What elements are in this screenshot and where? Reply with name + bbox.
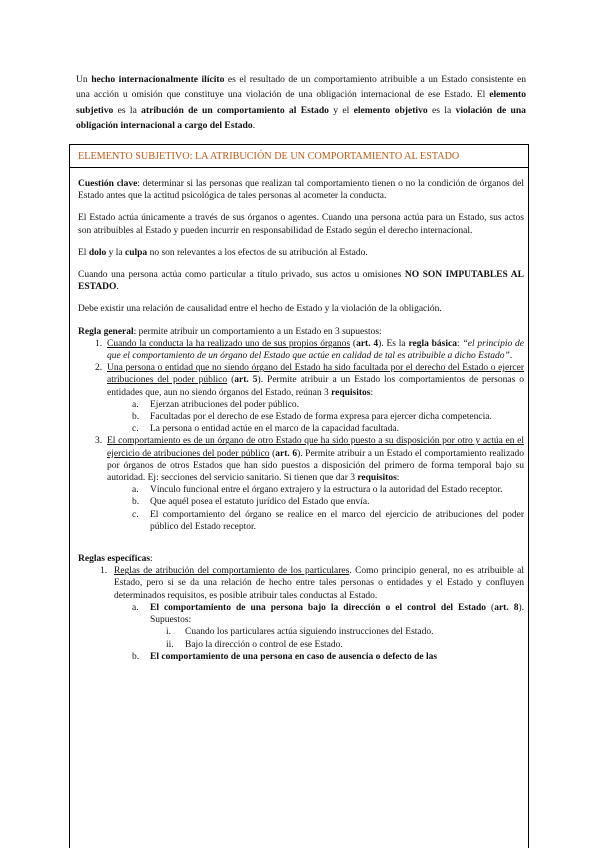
bold-text: regla básica <box>408 338 457 349</box>
specific-rules-label: Reglas específicas <box>78 554 151 565</box>
specific-rules-heading <box>78 553 524 565</box>
text: . Como principio general, no es atribuible al Estado, pero si se da una relación de hecho entre tales personas o entidades y el Estado y confluyen determinados requisitos, es posible atribuir tales conductas al Estado. <box>114 566 524 601</box>
key-question-text: : determinar si las personas que realizan tal comportamiento tienen o no la condición de órganos del Estado antes que la actitud psicológica de tales personas al acometer la conducta. <box>78 179 524 202</box>
sub-sub-list-item <box>78 626 524 638</box>
text: : <box>370 387 374 398</box>
list-letter: c. <box>132 424 139 435</box>
spacer <box>78 543 524 553</box>
key-question-paragraph <box>78 178 524 202</box>
list-letter: b. <box>132 497 140 508</box>
article-ref: art. 5 <box>234 375 258 386</box>
bold-text: El comportamiento de una persona bajo la dirección o el control del Estado <box>150 602 487 613</box>
text: no son relevantes a los efectos de su atribución al Estado. <box>147 247 368 258</box>
list-item <box>78 338 524 362</box>
sub-list-item <box>78 411 524 423</box>
private-acts-paragraph <box>78 269 524 293</box>
causality-paragraph: Debe existir una relación de causalidad entre el hecho de Estado y la violación de la obligación. <box>78 304 442 315</box>
key-question-label: Cuestión clave <box>78 179 138 189</box>
roman-number: i. <box>166 627 172 638</box>
list-letter: c. <box>132 509 139 520</box>
article-ref: art. 4 <box>356 338 379 349</box>
intro-text: es el resultado de un comportamiento atribuible a un Estado consistente en una acción u omisión que constituye una violación de una obligación internacional de ese Estado. El <box>76 74 527 101</box>
text: ). Permite atribuir a un Estado los comportamientos de personas o entidades que, aun no siendo órganos del Estado, reúnan 3 <box>107 375 524 398</box>
text: : <box>150 554 153 565</box>
text: El comportamiento del órgano se realice en el marco del ejercicio de atribuciones del poder público del Estado receptor. <box>150 509 524 532</box>
text: El <box>78 247 89 258</box>
spacer <box>78 533 524 543</box>
text: Cuando los particulares actúa siguiendo instrucciones del Estado. <box>185 627 434 638</box>
dolo-label: dolo <box>88 247 107 258</box>
text: ). Es la <box>378 338 409 349</box>
text: ). Supuestos: <box>150 602 524 626</box>
list-letter: a. <box>132 399 139 410</box>
list-number: 1. <box>100 566 108 577</box>
text: Cuando una persona actúa como particular a título privado, sus actos u omisiones <box>78 270 405 281</box>
underlined-text: Cuando la conducta la ha realizado uno de sus propios órganos <box>107 338 351 349</box>
text: . <box>509 351 513 362</box>
list-letter: b. <box>132 412 140 423</box>
intro-text: Un <box>76 74 92 85</box>
sub-list-item <box>78 509 524 533</box>
intro-bold-hecho-ilicito: hecho internacionalmente ilícito <box>91 74 225 85</box>
box-content <box>78 178 524 663</box>
intro-text: . <box>252 120 256 132</box>
sub-list-item <box>78 484 524 496</box>
bold-text: El comportamiento de una persona en caso de ausencia o defecto de las <box>150 651 438 662</box>
text: La persona o entidad actúe en el marco de la capacidad facultada. <box>150 424 399 435</box>
general-rule-list <box>78 338 524 533</box>
article-ref: art. 6 <box>275 448 298 459</box>
text: : <box>396 473 400 484</box>
sub-list-item <box>78 651 524 663</box>
intro-bold-elemento-subjetivo: elemento subjetivo <box>76 89 526 116</box>
list-item <box>78 362 524 399</box>
text: ( <box>350 338 357 349</box>
sub-list-item <box>78 496 524 508</box>
intro-text: es la <box>113 104 142 116</box>
intro-text: es la <box>427 104 456 116</box>
sub-sub-list-item <box>78 639 524 651</box>
state-acts-paragraph: El Estado actúa únicamente a través de sus órganos o agentes. Cuando una persona actúa para un Estado, sus actos son atribuibles al Estado y pueden incurrir en responsabilidad de Estado según el derecho internacional. <box>78 213 524 236</box>
list-letter: b. <box>132 651 140 662</box>
list-number: 1. <box>95 338 103 349</box>
not-imputable-label: NO SON IMPUTABLES AL ESTADO <box>78 270 524 293</box>
text: ( <box>486 602 495 613</box>
quote-text: “el principio de que el comportamiento de un órgano del Estado que actúe en calidad de tal es atribuible a dicho Estado” <box>107 338 524 362</box>
underlined-text: Una persona o entidad que no siendo órgano del Estado ha sido facultada por el derecho del Estado o ejercer atribuciones del poder público <box>107 363 524 386</box>
list-letter: a. <box>132 485 139 496</box>
text: Bajo la dirección o control de ese Estado. <box>185 639 343 650</box>
dolo-culpa-paragraph <box>78 247 524 259</box>
text: Vínculo funcional entre el órgano extrajero y la estructura o la autoridad del Estado receptor. <box>150 485 503 496</box>
specific-rules-list <box>78 565 524 663</box>
sub-list-item <box>78 423 524 435</box>
box-title: ELEMENTO SUBJETIVO: LA ATRIBUCIÓN DE UN COMPORTAMIENTO AL ESTADO <box>70 145 528 168</box>
bold-text: requisitos <box>331 387 371 398</box>
general-rule-heading <box>78 326 524 338</box>
list-item <box>78 565 524 602</box>
text: ( <box>269 448 276 459</box>
text: ). Permite atribuir a un Estado el comportamiento realizado por órganos de otros Estados que han sido puestos a disposición del primero de forma temporal bajo su autoridad. Ej: secciones del servicio sanitario. Si tienen que dar 3 <box>107 448 525 484</box>
intro-bold-atribucion: atribución de un comportamiento al Estado <box>141 104 329 116</box>
text: y la <box>106 247 125 258</box>
text: : permite atribuir un comportamiento a un Estado en 3 supuestos: <box>133 326 382 337</box>
text: Ejerzan atribuciones del poder público. <box>150 399 300 410</box>
culpa-label: culpa <box>125 247 148 258</box>
subjective-element-box <box>69 144 529 848</box>
intro-paragraph <box>76 72 526 134</box>
intro-bold-violacion: violación de una obligación internacional a cargo del Estado <box>76 104 526 132</box>
text: ( <box>227 375 235 386</box>
intro-text: y el <box>328 104 354 116</box>
article-ref: art. 8 <box>494 602 519 613</box>
list-letter: a. <box>132 602 139 613</box>
underlined-text: Reglas de atribución del comportamiento de los particulares <box>114 566 350 577</box>
text: Que aquél posea el estatuto jurídico del Estado que envía. <box>150 497 370 508</box>
roman-number: ii. <box>166 639 174 650</box>
general-rule-label: Regla general <box>78 326 134 337</box>
intro-bold-elemento-objetivo: elemento objetivo <box>353 104 428 116</box>
sub-list-item <box>78 602 524 626</box>
list-number: 2. <box>95 363 103 374</box>
bold-text: requisitos <box>357 473 397 484</box>
text: : <box>456 338 463 349</box>
underlined-text: El comportamiento es de un órgano de otro Estado que ha sido puesto a su disposición por otro y actúa en el ejercicio de atribuciones del poder público <box>107 436 524 459</box>
text: Facultadas por el derecho de ese Estado de forma expresa para ejercer dicha competencia. <box>150 412 492 423</box>
sub-list-item <box>78 399 524 411</box>
text: . <box>116 282 119 293</box>
list-item <box>78 435 524 484</box>
list-number: 3. <box>95 436 103 447</box>
